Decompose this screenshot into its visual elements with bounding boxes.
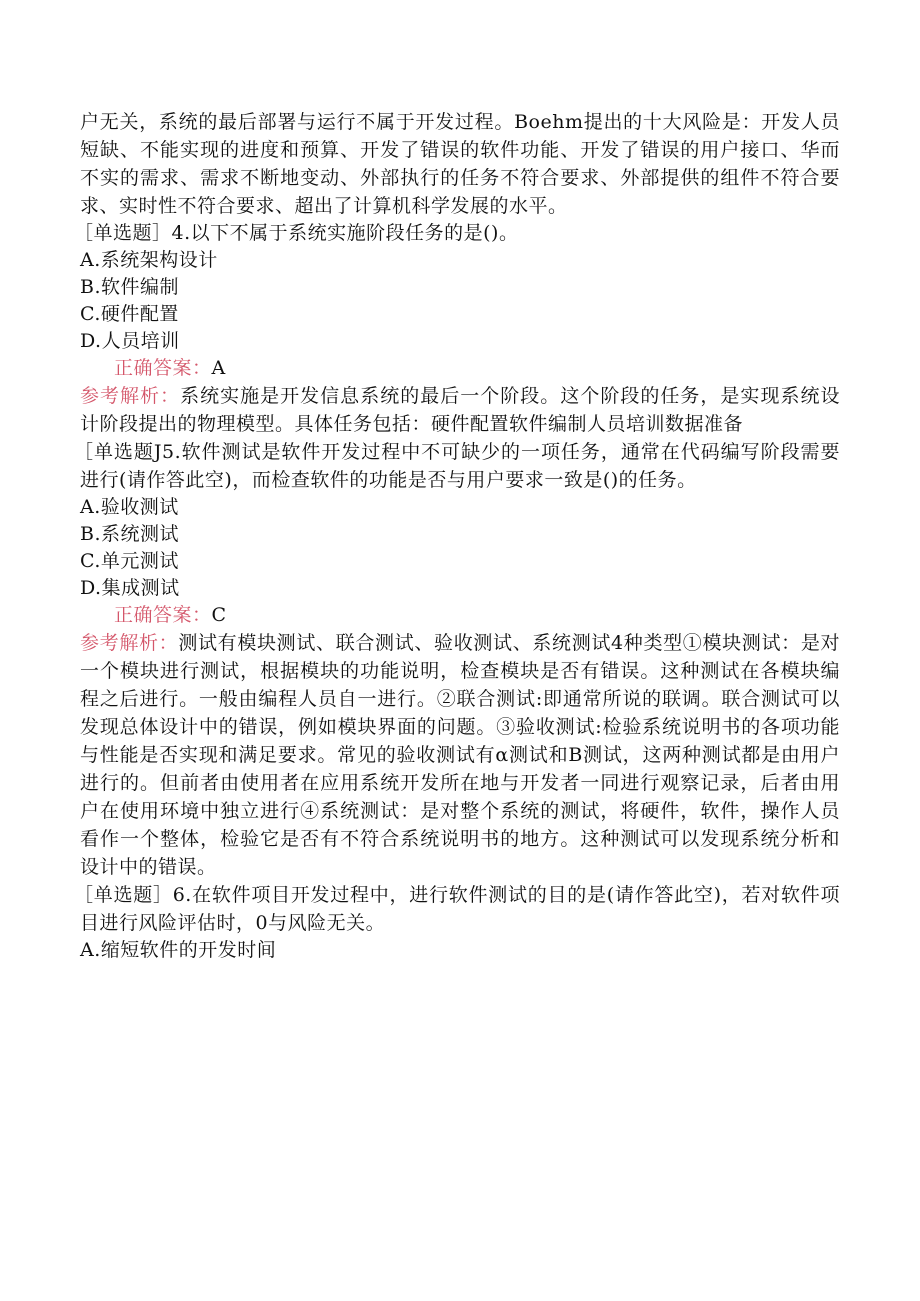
option-b: B.软件编制: [80, 276, 180, 298]
question-title: ［单选题］6.在软件项目开发过程中，进行软件测试的目的是(请作答此空)，若对软件项目进行风险评估时，0与风险无关。: [74, 884, 840, 934]
option-d: D.集成测试: [80, 577, 180, 599]
correct-answer: [80, 355, 840, 382]
option-a: A.系统架构设计: [80, 249, 218, 271]
answer-label: 正确答案：: [114, 604, 212, 626]
option-c: C.单元测试: [80, 550, 179, 572]
analysis-paragraph: [80, 629, 840, 881]
analysis-text: 系统实施是开发信息系统的最后一个阶段。这个阶段的任务，是实现系统设计阶段提出的物理模型。具体任务包括：硬件配置软件编制人员培训数据准备: [80, 385, 840, 435]
option-d: D.人员培训: [80, 330, 180, 352]
correct-answer: [80, 602, 840, 629]
analysis-label: 参考解析：: [80, 632, 179, 654]
answer-label: 正确答案：: [114, 357, 212, 379]
option-c: C.硬件配置: [80, 303, 179, 325]
question-block: [74, 438, 840, 881]
option-a: A.缩短软件的开发时间: [80, 939, 277, 961]
analysis-label: 参考解析：: [80, 385, 181, 407]
question-title: ［单选题］4.以下不属于系统实施阶段任务的是()。: [74, 222, 519, 244]
intro-paragraph: 户无关，系统的最后部署与运行不属于开发过程。Boehm提出的十大风险是：开发人员短缺、不能实现的进度和预算、开发了错误的软件功能、开发了错误的用户接口、华而不实的需求、需求不断地变动、外部执行的任务不符合要求、外部提供的组件不符合要求、实时性不符合要求、超出了计算机科学发展的水平。: [80, 111, 840, 217]
question-title: ［单选题J5.软件测试是软件开发过程中不可缺少的一项任务，通常在代码编写阶段需要进行(请作答此空)，而检查软件的功能是否与用户要求一致是()的任务。: [74, 441, 840, 491]
answer-value: A: [211, 357, 226, 379]
answer-value: C: [211, 604, 227, 626]
option-b: B.系统测试: [80, 523, 180, 545]
document-page: [74, 108, 840, 964]
analysis-paragraph: [80, 382, 840, 438]
analysis-text: 测试有模块测试、联合测试、验收测试、系统测试4种类型①模块测试：是对一个模块进行测试，根据模块的功能说明，检查模块是否有错误。这种测试在各模块编程之后进行。一般由编程人员自一进行。②联合测试:即通常所说的联调。联合测试可以发现总体设计中的错误，例如模块界面的问题。③验收测试:检验系统说明书的各项功能与性能是否实现和满足要求。常见的验收测试有α测试和B测试，这两种测试都是由用户进行的。但前者由使用者在应用系统开发所在地与开发者一同进行观察记录，后者由用户在使用环境中独立进行④系统测试：是对整个系统的测试，将硬件，软件，操作人员看作一个整体，检验它是否有不符合系统说明书的地方。这种测试可以发现系统分析和设计中的错误。: [80, 632, 840, 878]
question-block: [74, 881, 840, 964]
option-a: A.验收测试: [80, 496, 179, 518]
question-block: [74, 220, 840, 438]
